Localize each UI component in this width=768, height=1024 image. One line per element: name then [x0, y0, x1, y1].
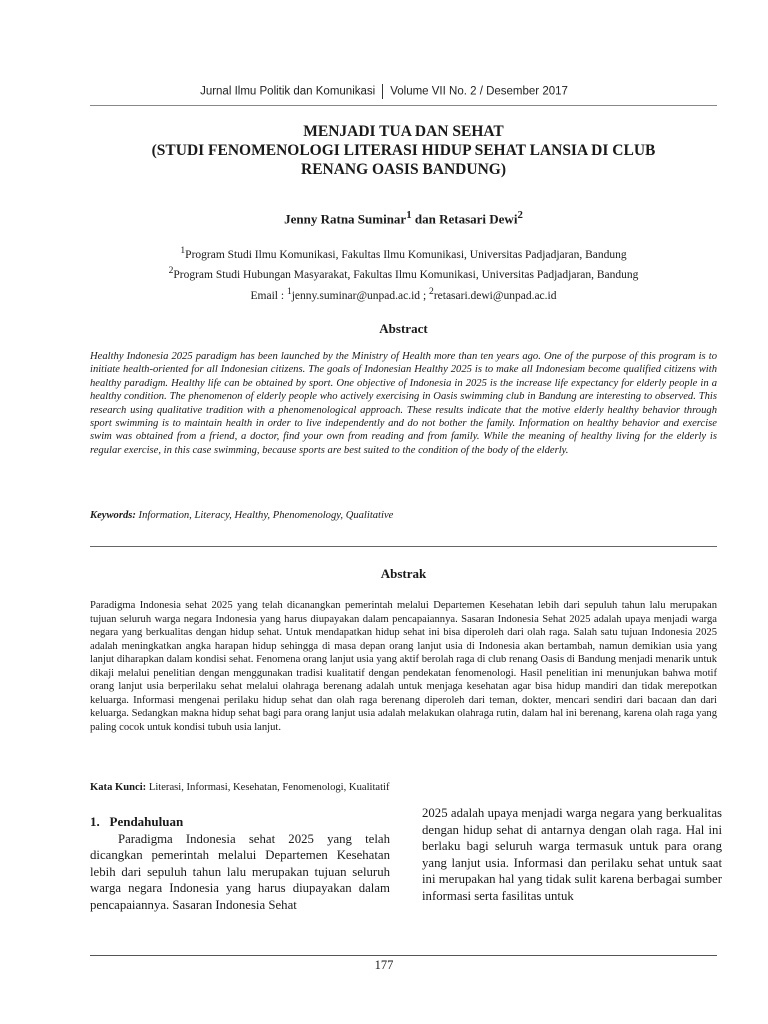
abstract-text: Healthy Indonesia 2025 paradigm has been launched by the Ministry of Health more than ten years ago. One of the purpose of this program is to initiate health-oriented for all Indonesian citizens. The goals of Indonesian Healthy 2025 is to make all Indonesiam become qualified citizens with healthy paradigm. Healthy life can be obtained by sport. One objective of Indonesia in 2025 is the increase life expectancy for elderly people in a healthy condition. The phenomenon of elderly people who actively exercising in Oasis swimming club in Bandung are interesting to observed. This research using qualitative tradition with a phenomenological approach. These results indicate that the motive elderly healthy behavior through sport swimming is to maintain health in order to live independently and do not bother the family. Information on healthy behavior and exercise swim was obtained from a friend, a doctor, find your own from reading and from family. While the meaning of healthy living for the elderly is regular exercise, in this case swimming, because sports are best suited to the condition of the body of the elderly. [90, 351, 717, 456]
email-label: Email : [250, 289, 287, 302]
affiliation-1-text: Program Studi Ilmu Komunikasi, Fakultas Ilmu Komunikasi, Universitas Padjadjaran, Bandung [185, 248, 627, 261]
body-paragraph-right: 2025 adalah upaya menjadi warga negara yang berkualitas dengan hidup sehat di antarnya dengan olah raga. Hal ini berlaku bagi seluruh warga termasuk untuk para orang yang lanjut usia. Informasi dan perilaku sehat untuk saat ini merupakan hal yang tidak sulit karena berbagai sumber informasi serta fasilitas untuk [422, 806, 722, 903]
keywords-label: Keywords: [90, 510, 136, 521]
author-2: Retasari Dewi [439, 211, 518, 227]
email-1-sup: 1 [286, 285, 292, 297]
author-1: Jenny Ratna Suminar [284, 211, 407, 227]
title-line-1: MENJADI TUA DAN SEHAT [303, 123, 504, 140]
title-line-2: (STUDI FENOMENOLOGI LITERASI HIDUP SEHAT LANSIA DI CLUB [151, 142, 656, 159]
keywords-line [90, 510, 717, 521]
affiliation-2-text: Program Studi Hubungan Masyarakat, Fakultas Ilmu Komunikasi, Universitas Padjadjaran, Bandung [173, 269, 639, 282]
keywords-text: Information, Literacy, Healthy, Phenomenology, Qualitative [135, 510, 394, 521]
affiliation-2 [90, 263, 717, 283]
body-paragraph-left: Paradigma Indonesia sehat 2025 yang telah dicangkan pemerintah melalui Departemen Kesehatan lebih dari sepuluh tahun lalu merupakan tujuan seluruh warga negara Indonesia yang harus diupayakan dalam pencapaiannya. Sasaran Indonesia Sehat [90, 831, 390, 912]
title-line-3: RENANG OASIS BANDUNG) [301, 161, 506, 178]
header-separator [382, 84, 383, 99]
affiliations [90, 243, 717, 304]
section-heading [90, 814, 390, 831]
kata-kunci-label: Kata Kunci: [90, 782, 147, 793]
section-number: 1. [90, 814, 100, 829]
section-divider [90, 546, 717, 547]
affiliation-1 [90, 243, 717, 263]
author-2-sup: 2 [517, 209, 523, 221]
section-title: Pendahuluan [109, 814, 184, 829]
email-2: retasari.dewi@unpad.ac.id [433, 289, 557, 302]
abstrak-heading: Abstrak [380, 566, 427, 581]
footer-rule [90, 955, 717, 956]
journal-issue: Volume VII No. 2 / Desember 2017 [390, 85, 568, 98]
author-connector: dan [411, 211, 440, 227]
affiliation-2-sup: 2 [168, 265, 174, 277]
body-column-right [422, 805, 722, 905]
header-rule [90, 105, 717, 106]
body-column-left [90, 814, 390, 914]
affiliation-1-sup: 1 [180, 245, 186, 256]
email-1: jenny.suminar@unpad.ac.id [291, 289, 421, 302]
email-2-sup: 2 [429, 285, 434, 297]
running-header [0, 84, 768, 99]
paper-title [90, 122, 717, 179]
kata-kunci-line [90, 782, 717, 793]
author-line [90, 209, 717, 227]
page-number: 177 [374, 958, 394, 972]
author-1-sup: 1 [406, 209, 412, 221]
journal-name: Jurnal Ilmu Politik dan Komunikasi [200, 85, 376, 98]
email-line [90, 284, 717, 304]
abstract-heading: Abstract [379, 321, 428, 336]
kata-kunci-text: Literasi, Informasi, Kesehatan, Fenomenologi, Kualitatif [146, 782, 390, 793]
email-separator: ; [420, 289, 430, 302]
abstrak-text: Paradigma Indonesia sehat 2025 yang telah dicanangkan pemerintah melalui Departemen Kesehatan lebih dari sepuluh tahun lalu merupakan tujuan seluruh warga negara Indonesia yang harus diupayakan dalam pencapaiannya. Sasaran Indonesia Sehat 2025 adalah upaya menjadi warga negara yang berkualitas dengan hidup sehat. Untuk mendapatkan hidup sehat ini bisa diperoleh dari olah raga. Salah satu tujuan Indonesia 2025 adalah meningkatkan angka harapan hidup sehingga di masa depan orang lanjut usia di Indonesia akan bertambah, namun demikian usia yang lanjut diharapkan dalam kondisi sehat. Fenomena orang lanjut usia yang aktif berolah raga di club renang Oasis di Bandung menjadi menarik untuk dikaji melalui penelitian dengan menggunakan tradisi kualitatif dengan pendekatan fenomenologi. Hasil penelitian ini menunjukan bahwa motif orang lanjut usia berperilaku sehat melalui olahraga berenang adalah untuk menjaga kesehatan agar bisa hidup mandiri dan tidak merepotkan keluarga. Informasi mengenai perilaku hidup sehat dan olah raga berenang diperoleh dari teman, dokter, mencari sendiri dari bacaan dan dari keluarga. Sedangkan makna hidup sehat bagi para orang lanjut usia adalah melakukan olahraga rutin, dalam hal ini berenang, karena olah raga yang paling cocok untuk kondisi tubuh usia lanjut. [90, 600, 717, 733]
